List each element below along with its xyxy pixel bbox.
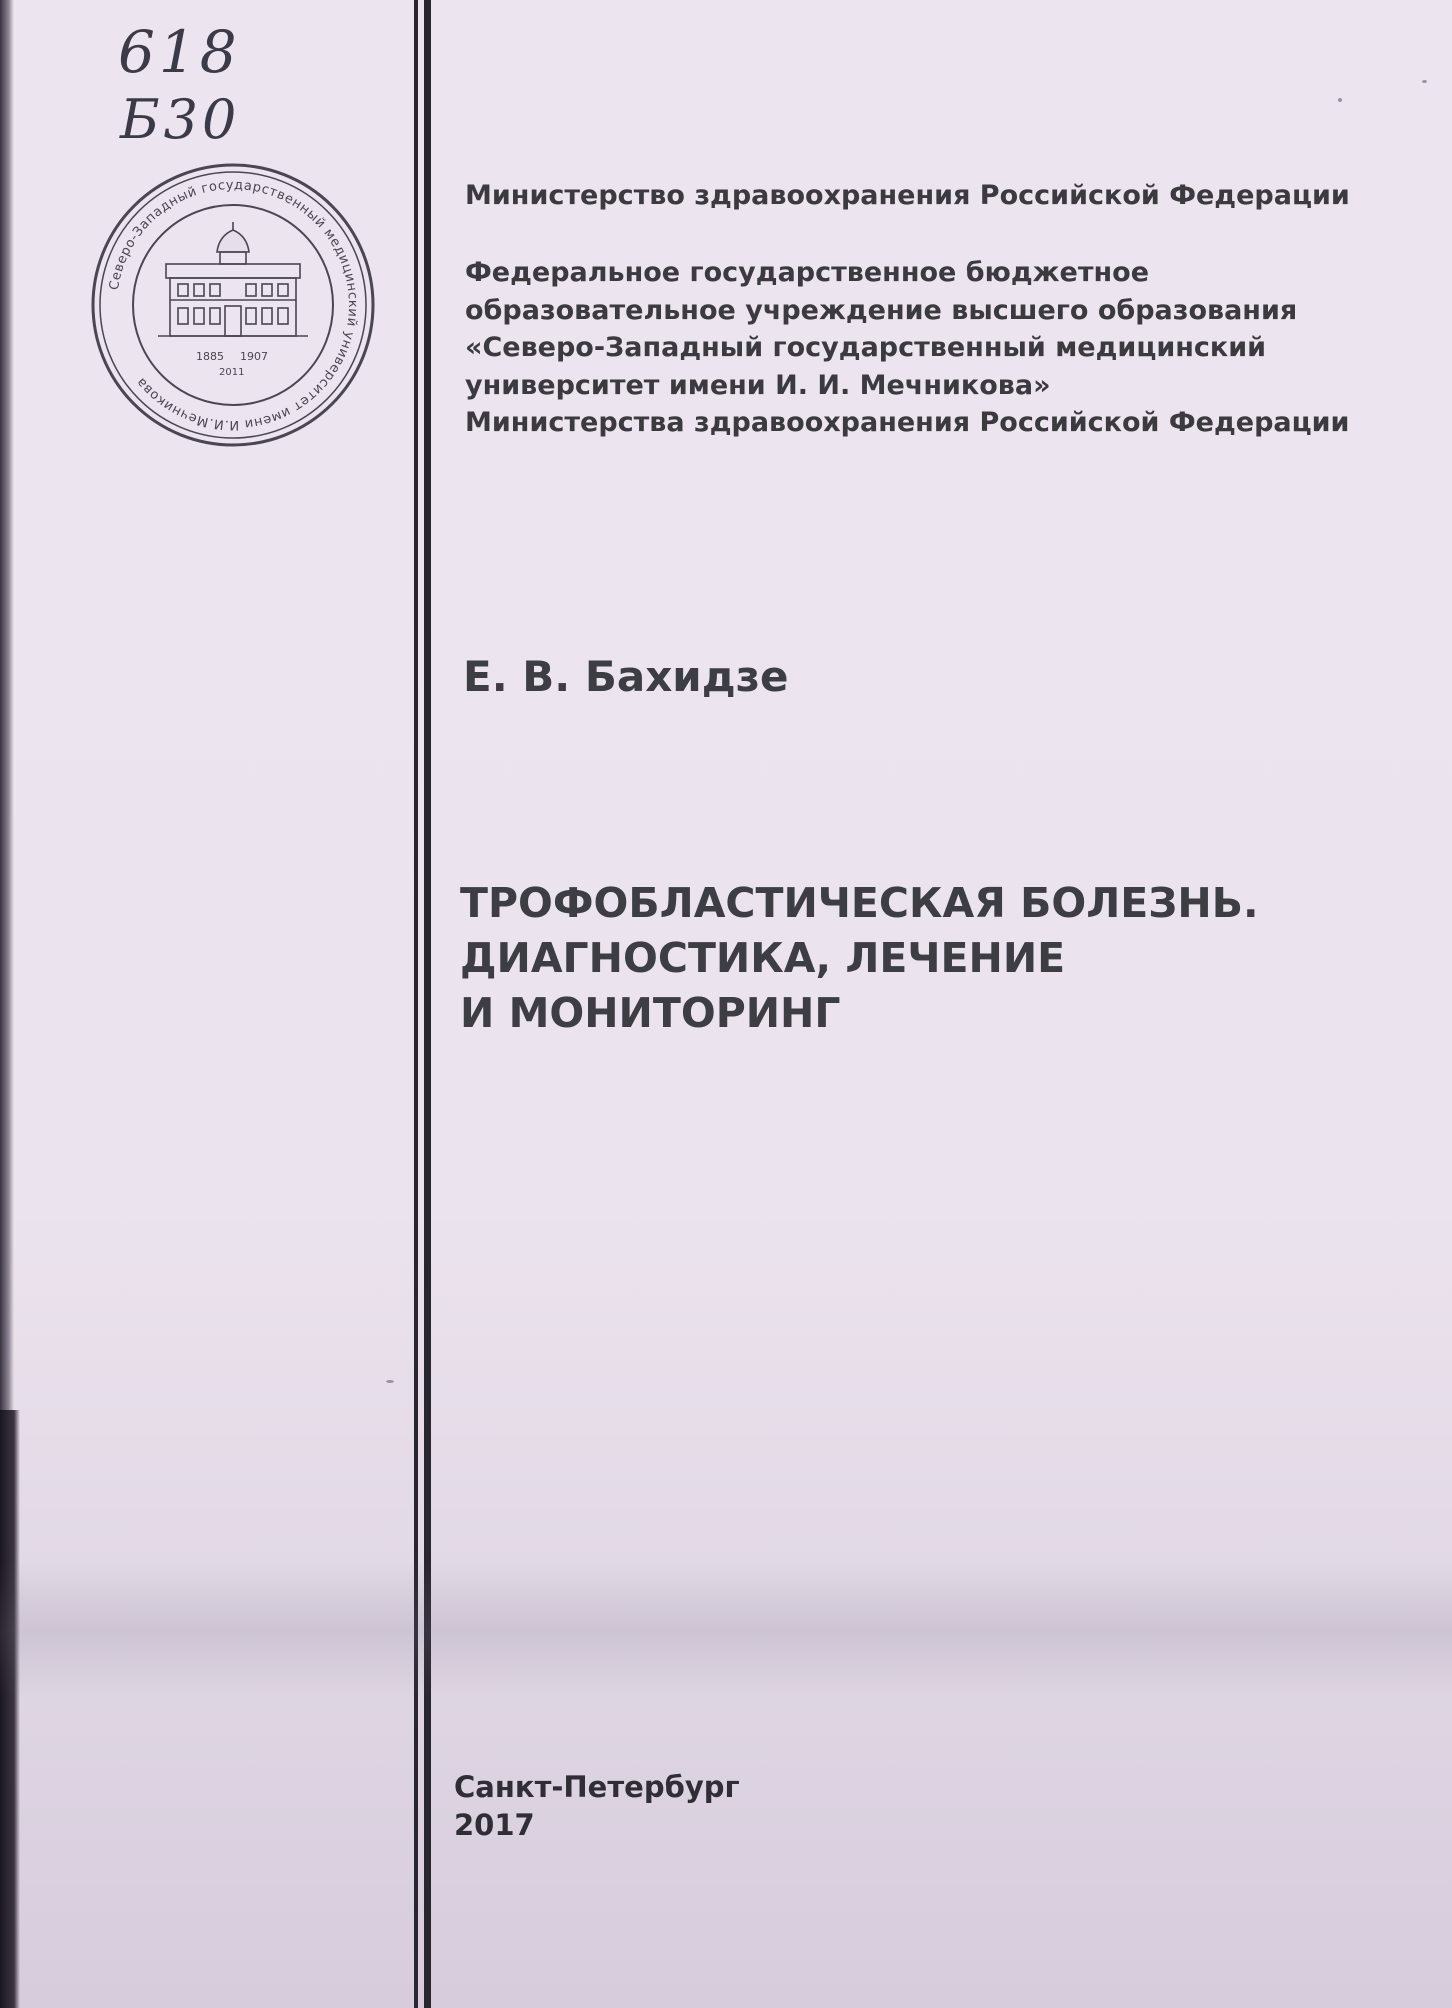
institution-line: образовательное учреждение высшего образования bbox=[465, 294, 1298, 326]
scan-speck bbox=[1422, 80, 1427, 83]
scan-speck bbox=[1338, 98, 1342, 102]
spine-line-thin bbox=[414, 0, 418, 2008]
scan-shadow-band bbox=[0, 1560, 1452, 1700]
title-line: ДИАГНОСТИКА, ЛЕЧЕНИЕ bbox=[460, 934, 1066, 982]
handwritten-shelf-number: 618 bbox=[118, 18, 241, 86]
ministry-name: Министерство здравоохранения Российской Федерации bbox=[465, 180, 1350, 211]
title-line: ТРОФОБЛАСТИЧЕСКАЯ БОЛЕЗНЬ. bbox=[460, 879, 1259, 927]
institution-line: Федеральное государственное бюджетное bbox=[465, 257, 1150, 288]
page-left-edge-dark bbox=[0, 1410, 20, 2008]
university-seal bbox=[88, 160, 378, 450]
seal-year-left: 1885 bbox=[196, 350, 224, 363]
scan-speck bbox=[386, 1380, 394, 1383]
institution-line: университет имени И. И. Мечникова» bbox=[465, 369, 1051, 401]
seal-ring-text: Северо-Западный государственный медицинский университет имени И.И.Мечникова bbox=[106, 177, 361, 433]
institution-block bbox=[465, 254, 1349, 442]
seal-year-right: 1907 bbox=[240, 350, 268, 363]
book-title bbox=[460, 876, 1259, 1041]
title-line: И МОНИТОРИНГ bbox=[460, 989, 841, 1037]
building-icon bbox=[158, 222, 308, 336]
imprint-year: 2017 bbox=[454, 1808, 535, 1842]
institution-line: «Северо-Западный государственный медицинский bbox=[465, 332, 1267, 363]
handwritten-shelf-code: Б30 bbox=[120, 88, 241, 151]
institution-line: Министерства здравоохранения Российской Федерации bbox=[465, 407, 1350, 438]
seal-year-bottom: 2011 bbox=[219, 367, 245, 378]
author-name: Е. В. Бахидзе bbox=[463, 652, 789, 701]
spine-line-thick bbox=[424, 0, 431, 2008]
imprint-city: Санкт-Петербург bbox=[454, 1770, 740, 1804]
